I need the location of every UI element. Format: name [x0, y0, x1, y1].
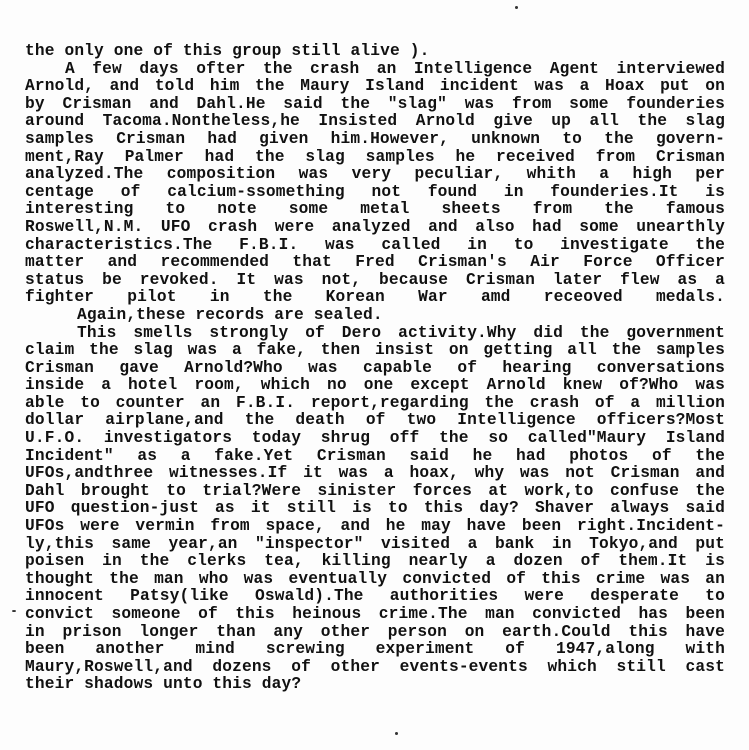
text-line: Dahl brought to trial?Were sinister forces at work,to confuse the	[25, 481, 725, 500]
text-line: This smells strongly of Dero activity.Why did the government	[77, 323, 725, 342]
text-line: ly,this same year,an "inspector" visited a bank in Tokyo,and put	[25, 534, 725, 553]
text-line: Roswell,N.M. UFO crash were analyzed and also had some unearthly	[25, 217, 725, 236]
text-line: around Tacoma.Nontheless,he Insisted Arnold give up all the slag	[25, 112, 725, 131]
text-line: been another mind screwing experiment of 1947,along with	[25, 640, 725, 659]
text-line: UFO question-just as it still is to this day? Shaver always said	[25, 499, 725, 518]
text-line: analyzed.The composition was very peculiar, whith a high per	[25, 165, 725, 184]
text-line: characteristics.The F.B.I. was called in to investigate the	[25, 235, 725, 254]
text-line: UFOs were vermin from space, and he may have been right.Incident-	[25, 517, 725, 536]
text-line: interesting to note some metal sheets from the famous	[25, 200, 725, 219]
text-line: Maury,Roswell,and dozens of other events-events which still cast	[25, 657, 725, 676]
document-body	[25, 43, 725, 694]
text-line: Arnold, and told him the Maury Island incident was a Hoax put on	[25, 77, 725, 96]
text-line: able to counter an F.B.I. report,regarding the crash of a million	[25, 393, 725, 412]
text-line: their shadows unto this day?	[25, 675, 302, 694]
text-line: inside a hotel room, which no one except Arnold knew of?Who was	[25, 376, 725, 395]
ink-speck	[395, 732, 398, 735]
text-line: UFOs,andthree witnesses.If it was a hoax, why was not Crisman and	[25, 464, 725, 483]
text-line: samples Crisman had given him.However, unknown to the govern-	[25, 129, 725, 148]
text-line: poisen in the clerks tea, killing nearly a dozen of them.It is	[25, 552, 725, 571]
text-line: by Crisman and Dahl.He said the "slag" was from some founderies	[25, 94, 725, 113]
text-line: the only one of this group still alive ).	[25, 42, 430, 60]
text-line: innocent Patsy(like Oswald).The authorities were desperate to	[25, 587, 725, 606]
text-line: in prison longer than any other person on earth.Could this have	[25, 622, 725, 641]
ink-speck	[515, 6, 518, 9]
text-line: claim the slag was a fake, then insist on getting all the samples	[25, 341, 725, 360]
text-line: fighter pilot in the Korean War amd receoved medals.	[25, 288, 725, 307]
text-line: status be revoked. It was not, because Crisman later flew as a	[25, 270, 725, 289]
text-line: matter and recommended that Fred Crisman's Air Force Officer	[25, 253, 725, 272]
text-line: dollar airplane,and the death of two Intelligence officers?Most	[25, 411, 725, 430]
text-line: Incident" as a fake.Yet Crisman said he had photos of the	[25, 446, 725, 465]
text-line: convict someone of this heinous crime.The man convicted has been	[25, 605, 725, 623]
text-line: A few days ofter the crash an Intelligence Agent interviewed	[65, 59, 725, 78]
ink-speck	[12, 610, 16, 612]
text-line: Crisman gave Arnold?Who was capable of hearing conversations	[25, 358, 725, 377]
text-line: ment,Ray Palmer had the slag samples he received from Crisman	[25, 147, 725, 166]
text-line: U.F.O. investigators today shrug off the so called"Maury Island	[25, 429, 725, 448]
text-line: centage of calcium-ssomething not found in founderies.It is	[25, 182, 725, 201]
text-line: Again,these records are sealed.	[77, 305, 383, 324]
text-line: thought the man who was eventually convicted of this crime was an	[25, 569, 725, 588]
